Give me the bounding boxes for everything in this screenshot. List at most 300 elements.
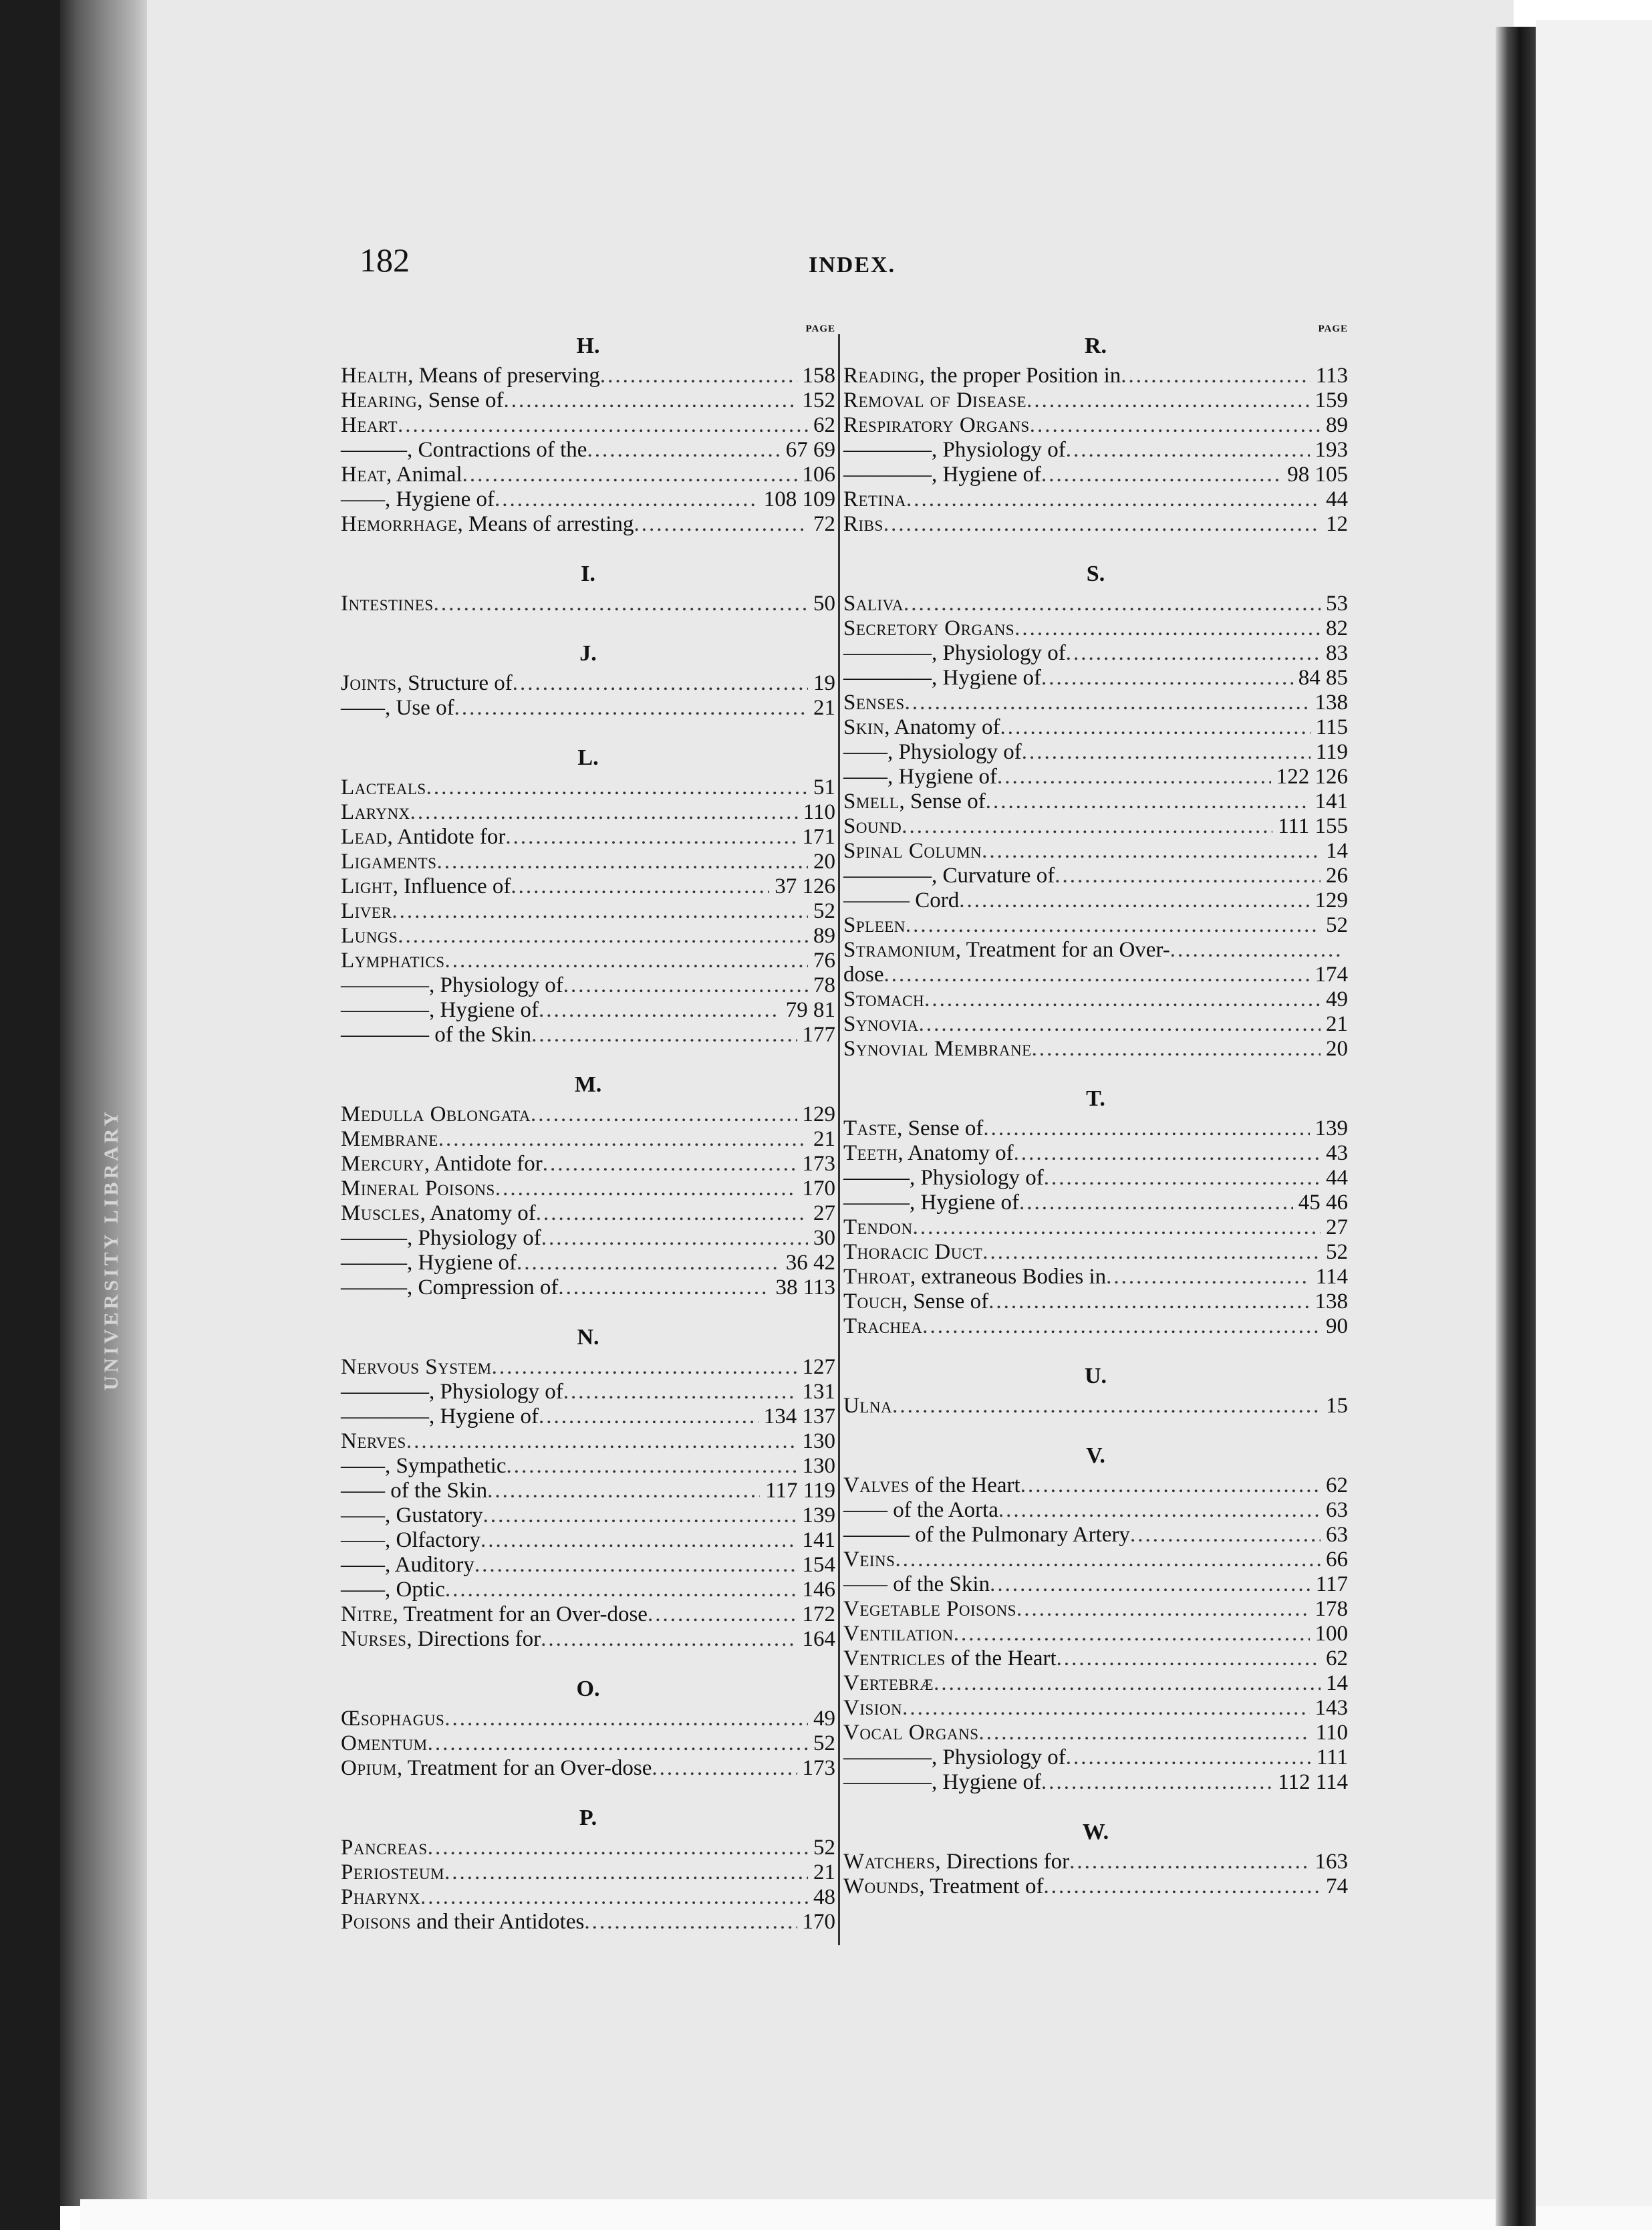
entry-subterm: —— of the Skin [341, 1479, 488, 1503]
entry-term: Vision [843, 1696, 903, 1720]
entry-subterm: and their Antidotes [410, 1910, 585, 1934]
entry-page-numbers: 106 [802, 463, 835, 487]
entry-page-numbers: 172 [802, 1602, 835, 1626]
entry-text [843, 616, 1014, 641]
entry-text [843, 364, 1121, 388]
dot-leader [982, 839, 1321, 864]
dot-leader [986, 789, 1310, 814]
entry-page-numbers: 19 [813, 671, 835, 695]
entry-text [341, 1479, 487, 1503]
entry-term: Trachea [843, 1314, 923, 1338]
index-entry [843, 641, 1348, 666]
dot-leader [959, 888, 1309, 913]
section-letter: W. [1082, 1820, 1109, 1844]
dot-leader [1066, 1745, 1311, 1770]
entry-term: Ribs [843, 512, 883, 536]
dot-leader [495, 487, 759, 512]
entry-subterm: ———, Physiology of [341, 1226, 541, 1250]
entry-text [843, 1314, 922, 1339]
entry-subterm: ———— of the Skin [341, 1023, 532, 1047]
dot-leader [517, 1251, 781, 1275]
entry-page-numbers: 117 [1315, 1572, 1348, 1596]
entry-page-numbers: 53 [1326, 592, 1348, 616]
dot-leader [445, 1578, 797, 1602]
book-gutter [1496, 27, 1536, 2226]
entry-page-numbers: 163 [1315, 1850, 1348, 1874]
index-entry [843, 888, 1348, 913]
entry-text [843, 666, 1041, 691]
dot-leader [1041, 463, 1282, 487]
dot-leader [445, 949, 808, 973]
index-entry [341, 364, 835, 388]
index-entry [843, 512, 1348, 537]
entry-text [341, 1836, 428, 1860]
page-column-label: PAGE [1318, 324, 1348, 334]
entry-page-numbers: 129 [1315, 888, 1348, 912]
entry-text [843, 1770, 1041, 1795]
section-gap [341, 1300, 835, 1320]
entry-page-numbers: 173 [802, 1152, 835, 1176]
entry-page-numbers: 78 [813, 973, 835, 997]
index-entry [843, 1240, 1348, 1265]
entry-term: Lead [341, 825, 388, 849]
section-gap [341, 1047, 835, 1068]
index-entry [843, 1215, 1348, 1240]
entry-page-numbers: 139 [802, 1503, 835, 1527]
index-entry [341, 1023, 835, 1047]
dot-leader [558, 1275, 770, 1300]
running-head: INDEX. [809, 253, 896, 277]
entry-subterm: , Structure of [396, 671, 513, 695]
index-entry [341, 1429, 835, 1454]
index-entry [341, 1380, 835, 1404]
index-entry [843, 413, 1348, 438]
dot-leader [652, 1756, 797, 1781]
entry-term: Ventricles [843, 1646, 946, 1670]
index-entry [341, 998, 835, 1023]
index-entry [341, 413, 835, 438]
entry-text [843, 1850, 1069, 1874]
dot-leader [505, 825, 797, 850]
dot-leader [511, 874, 769, 899]
index-entry [843, 1012, 1348, 1037]
dot-leader [428, 1731, 808, 1756]
dot-leader [990, 1572, 1311, 1597]
entry-text [843, 1394, 892, 1418]
page-bottom-margin [80, 2199, 1652, 2230]
index-entry [843, 592, 1348, 616]
entry-text [341, 1602, 648, 1627]
section-letter: H. [576, 334, 600, 358]
entry-text [843, 592, 904, 616]
index-entry [843, 1473, 1348, 1498]
entry-page-numbers: 63 [1326, 1498, 1348, 1522]
entry-text [341, 850, 437, 874]
entry-term: Watchers [843, 1850, 936, 1874]
entry-term: Nerves [341, 1429, 406, 1453]
entry-text [843, 864, 1055, 888]
entry-text [843, 1721, 979, 1745]
entry-term: Omentum [341, 1731, 428, 1755]
entry-subterm: , Sense of [897, 1116, 984, 1140]
entry-text [341, 487, 495, 512]
entry-page-numbers: 154 [802, 1553, 835, 1577]
entry-text [341, 825, 505, 850]
entry-subterm: ————, Physiology of [843, 438, 1066, 462]
entry-text [843, 1622, 954, 1646]
entry-page-numbers: 115 [1315, 715, 1348, 739]
entry-page-numbers: 27 [1326, 1215, 1348, 1239]
dot-leader [543, 1152, 797, 1176]
entry-subterm: , Treatment for an Over-dose [392, 1602, 648, 1626]
index-entry [843, 1671, 1348, 1696]
entry-page-numbers: 14 [1326, 839, 1348, 863]
entry-subterm: ————, Physiology of [341, 973, 563, 997]
dot-leader [906, 487, 1321, 512]
entry-term: Respiratory Organs [843, 413, 1030, 437]
entry-subterm: , Antidote for [387, 825, 506, 849]
entry-page-numbers: 130 [802, 1454, 835, 1478]
entry-text [341, 998, 539, 1023]
section-letter: R. [1084, 334, 1107, 358]
index-entry [341, 512, 835, 537]
entry-subterm: , Sense of [417, 388, 504, 412]
index-entry [341, 949, 835, 973]
index-entry [341, 1528, 835, 1553]
entry-subterm: ————, Hygiene of [341, 998, 539, 1022]
index-entry [341, 438, 835, 463]
entry-subterm: ——, Use of [341, 696, 454, 720]
index-entry [843, 1622, 1348, 1646]
entry-page-numbers: 141 [1315, 789, 1348, 814]
index-entry [843, 1572, 1348, 1597]
entry-term: Light [341, 874, 393, 898]
entry-text [843, 463, 1041, 487]
dot-leader [444, 1707, 808, 1731]
index-entry [843, 1597, 1348, 1622]
index-entry [341, 1152, 835, 1176]
section-letter: N. [577, 1325, 599, 1350]
dot-leader [988, 1289, 1309, 1314]
entry-page-numbers: 66 [1326, 1547, 1348, 1572]
entry-text [843, 1265, 1106, 1289]
entry-term: Stramonium [843, 938, 956, 962]
index-entry [843, 1394, 1348, 1418]
entry-text [843, 913, 906, 938]
entry-term: Throat [843, 1265, 910, 1289]
entry-page-numbers: 170 [802, 1910, 835, 1934]
entry-text [341, 1627, 541, 1652]
index-entry [341, 1479, 835, 1503]
entry-text [341, 592, 434, 616]
entry-text [843, 1523, 1130, 1547]
entry-subterm: ——, Optic [341, 1578, 445, 1602]
dot-leader [902, 1696, 1309, 1721]
dot-leader [483, 1503, 797, 1528]
index-entry [843, 1141, 1348, 1166]
entry-text [341, 1152, 543, 1176]
entry-term: Periosteum [341, 1860, 444, 1884]
entry-page-numbers: 98 105 [1287, 463, 1348, 487]
dot-leader [428, 1836, 808, 1860]
dot-leader [1030, 413, 1321, 438]
index-entry [843, 1289, 1348, 1314]
entry-term: Pancreas [341, 1836, 428, 1860]
entry-term: Removal of Disease [843, 388, 1027, 412]
dot-leader [892, 1394, 1321, 1418]
entry-subterm: , Treatment for an Over-dose [396, 1756, 652, 1780]
entry-term: Reading [843, 364, 920, 388]
entry-page-numbers: 138 [1315, 691, 1348, 715]
section-letter: I. [581, 562, 595, 586]
entry-page-numbers: 131 [802, 1380, 835, 1404]
section-letter: U. [1084, 1364, 1107, 1388]
dot-leader [531, 1023, 797, 1047]
entry-text [341, 973, 563, 998]
entry-subterm: ————, Curvature of [843, 864, 1055, 888]
entry-subterm: , Animal [386, 463, 462, 487]
entry-text [843, 487, 906, 512]
entry-page-numbers: 45 46 [1298, 1191, 1348, 1215]
dot-leader [410, 800, 798, 825]
entry-text [341, 1127, 438, 1152]
entry-page-numbers: 21 [1326, 1012, 1348, 1036]
dot-leader [1043, 1874, 1321, 1899]
entry-term: Spinal Column [843, 839, 982, 863]
entry-page-numbers: 12 [1326, 512, 1348, 536]
entry-text [843, 1671, 934, 1696]
section-gap [341, 1652, 835, 1672]
index-entry [341, 1275, 835, 1300]
entry-subterm: ——, Gustatory [341, 1503, 483, 1527]
index-entry [341, 1860, 835, 1885]
entry-page-numbers: 159 [1315, 388, 1348, 412]
entry-text [843, 1745, 1066, 1770]
entry-text [843, 1215, 913, 1240]
dot-leader [1044, 1166, 1321, 1191]
dot-leader [924, 987, 1321, 1012]
entry-term: Synovial Membrane [843, 1037, 1032, 1061]
dot-leader [495, 1176, 797, 1201]
dot-leader [934, 1671, 1321, 1696]
entry-subterm: , Treatment for an Over- [955, 938, 1170, 962]
section-letter: P. [579, 1806, 597, 1830]
entry-page-numbers: 170 [802, 1176, 835, 1201]
index-entry [341, 1404, 835, 1429]
entry-text [341, 1429, 406, 1454]
section-gap [341, 616, 835, 636]
entry-text [843, 963, 884, 987]
dot-leader [1106, 1265, 1311, 1289]
entry-term: Liver [341, 899, 392, 923]
dot-leader [922, 1314, 1321, 1339]
entry-subterm: ———, Hygiene of [341, 1251, 517, 1275]
entry-text [341, 1454, 506, 1479]
page-column-label: PAGE [805, 324, 835, 334]
dot-leader [1066, 641, 1321, 666]
entry-text [843, 1289, 988, 1314]
dot-leader [541, 1226, 808, 1251]
entry-term: Synovia [843, 1012, 919, 1036]
entry-term: Mineral Poisons [341, 1176, 495, 1201]
entry-page-numbers: 173 [802, 1756, 835, 1780]
dot-leader [997, 765, 1271, 789]
index-entry [341, 696, 835, 721]
entry-subterm: ——, Olfactory [341, 1528, 480, 1552]
entry-text [341, 388, 503, 413]
entry-page-numbers: 63 [1326, 1523, 1348, 1547]
dot-leader [1014, 1141, 1321, 1166]
entry-page-numbers: 62 [1326, 1473, 1348, 1497]
entry-term: Ligaments [341, 850, 437, 874]
dot-leader [398, 924, 808, 949]
dot-leader [406, 1429, 797, 1454]
entry-page-numbers: 112 114 [1278, 1770, 1348, 1794]
dot-leader [584, 1910, 797, 1935]
entry-page-numbers: 143 [1315, 1696, 1348, 1720]
index-entry [341, 825, 835, 850]
index-entry [843, 666, 1348, 691]
entry-subterm: , Influence of [392, 874, 511, 898]
entry-term: Nurses [341, 1627, 407, 1651]
entry-page-numbers: 67 69 [785, 438, 835, 462]
entry-term: Tendon [843, 1215, 913, 1239]
entry-term: Lacteals [341, 775, 426, 799]
entry-subterm: , Means of arresting [457, 512, 634, 536]
entry-page-numbers: 43 [1326, 1141, 1348, 1165]
index-entry [341, 1503, 835, 1528]
dot-leader [979, 1721, 1311, 1745]
index-entry [843, 1696, 1348, 1721]
section-letter: L. [577, 745, 599, 770]
index-entry [341, 775, 835, 800]
entry-page-numbers: 89 [1326, 413, 1348, 437]
entry-page-numbers: 122 126 [1276, 765, 1348, 789]
entry-page-numbers: 37 126 [775, 874, 835, 898]
dot-leader [906, 913, 1321, 938]
index-entry [341, 671, 835, 696]
entry-subterm: ————, Hygiene of [843, 666, 1042, 690]
entry-page-numbers: 52 [813, 1836, 835, 1860]
index-entry [843, 913, 1348, 938]
entry-term: Veins [843, 1547, 896, 1572]
entry-text [341, 949, 445, 973]
index-entry [843, 1523, 1348, 1547]
dot-leader [492, 1355, 797, 1380]
dot-leader [487, 1479, 760, 1503]
entry-text [843, 1116, 983, 1141]
entry-page-numbers: 178 [1315, 1597, 1348, 1621]
entry-subterm: ——, Auditory [341, 1553, 474, 1577]
entry-term: Muscles [341, 1201, 420, 1225]
entry-page-numbers: 36 42 [785, 1251, 835, 1275]
section-gap [843, 537, 1348, 557]
entry-page-numbers: 127 [802, 1355, 835, 1379]
dot-leader [998, 1498, 1321, 1523]
entry-page-numbers: 30 [813, 1226, 835, 1250]
dot-leader [1057, 1646, 1321, 1671]
entry-text [341, 1102, 531, 1127]
entry-text [843, 1572, 990, 1597]
dot-leader [1041, 1770, 1272, 1795]
index-entry [341, 1627, 835, 1652]
dot-leader [902, 814, 1272, 839]
entry-text [843, 1597, 1016, 1622]
entry-text [843, 1646, 1057, 1671]
index-entry [341, 1756, 835, 1781]
entry-text [341, 800, 410, 825]
entry-subterm: dose [843, 963, 884, 987]
entry-page-numbers: 21 [813, 1127, 835, 1151]
dot-leader [1055, 864, 1321, 888]
dot-leader [919, 1012, 1321, 1037]
index-entry [843, 963, 1348, 987]
dot-leader [895, 1547, 1321, 1572]
entry-term: Joints [341, 671, 397, 695]
index-entry [341, 1251, 835, 1275]
entry-text [843, 1473, 1020, 1498]
section-gap [341, 1781, 835, 1801]
dot-leader [1069, 1850, 1309, 1874]
entry-text [843, 1037, 1032, 1062]
entry-page-numbers: 158 [802, 364, 835, 388]
dot-leader [506, 1454, 797, 1479]
entry-subterm: ————, Hygiene of [843, 1770, 1042, 1794]
entry-page-numbers: 113 [1315, 364, 1348, 388]
entry-page-numbers: 82 [1326, 616, 1348, 640]
index-entry [341, 1836, 835, 1860]
index-entry [341, 899, 835, 924]
entry-text [341, 874, 511, 899]
dot-leader [884, 963, 1310, 987]
entry-page-numbers: 52 [1326, 1240, 1348, 1264]
entry-page-numbers: 62 [1326, 1646, 1348, 1670]
dot-leader [563, 1380, 797, 1404]
entry-text [843, 740, 1022, 765]
index-entry [843, 814, 1348, 839]
index-entry [843, 1850, 1348, 1874]
entry-text [341, 1707, 444, 1731]
section-letter: V. [1086, 1443, 1105, 1468]
dot-leader [392, 899, 808, 924]
index-entry [341, 924, 835, 949]
dot-leader [1032, 1037, 1321, 1062]
index-entry [843, 1314, 1348, 1339]
entry-text [843, 814, 902, 839]
entry-text [341, 364, 600, 388]
dot-leader [480, 1528, 797, 1553]
entry-page-numbers: 20 [813, 850, 835, 874]
entry-term: Intestines [341, 592, 434, 616]
entry-text [341, 1756, 652, 1781]
entry-page-numbers: 164 [802, 1627, 835, 1651]
section-gap [843, 1339, 1348, 1359]
entry-term: Medulla Oblongata [341, 1102, 531, 1126]
dot-leader [474, 1553, 797, 1578]
entry-page-numbers: 130 [802, 1429, 835, 1453]
dot-leader [1016, 1597, 1310, 1622]
entry-page-numbers: 74 [1326, 1874, 1348, 1898]
index-entry [341, 1731, 835, 1756]
entry-text [341, 1578, 445, 1602]
entry-page-numbers: 44 [1326, 487, 1348, 511]
dot-leader [541, 1627, 797, 1652]
entry-subterm: ——— Cord [843, 888, 960, 912]
index-entry [843, 765, 1348, 789]
entry-page-numbers: 50 [813, 592, 835, 616]
entry-text [341, 1910, 584, 1935]
entry-subterm: ———, Contractions of the [341, 438, 587, 462]
